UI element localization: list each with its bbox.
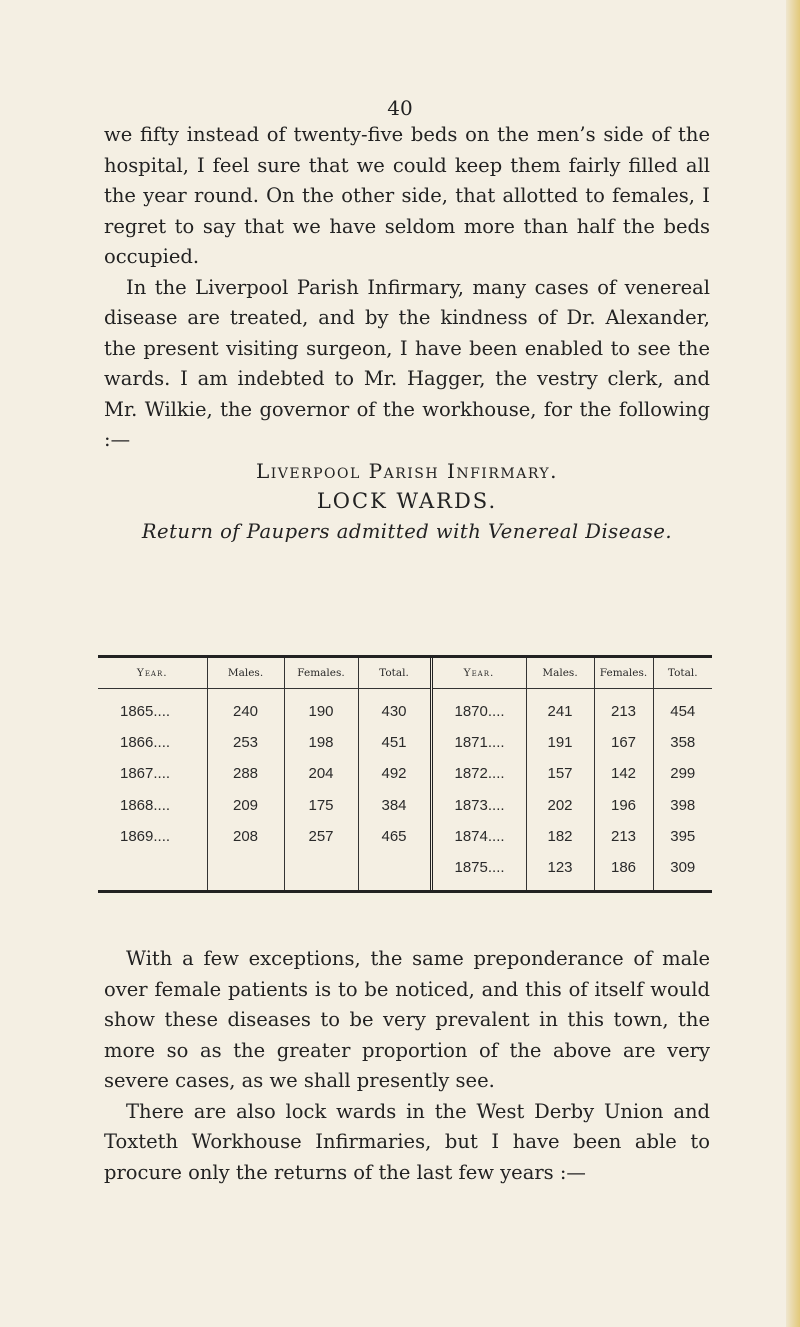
cell-females-2: 142 xyxy=(594,758,653,789)
heading-return: Return of Paupers admitted with Venereal Disease. xyxy=(141,519,673,543)
cell-year-2: 1871.... xyxy=(431,727,526,758)
col-header-males-2: Males. xyxy=(526,658,594,689)
cell-females-2: 167 xyxy=(594,727,653,758)
cell-year: 1869.... xyxy=(120,827,171,845)
cell-females-2: 186 xyxy=(594,852,653,890)
cell-females: 257 xyxy=(284,821,358,852)
col-header-year: Year. xyxy=(98,658,207,689)
cell-total: 451 xyxy=(358,727,431,758)
table-row xyxy=(98,852,712,890)
heading-institution: Liverpool Parish Infirmary. xyxy=(255,458,559,483)
col-header-females: Females. xyxy=(284,658,358,689)
cell-year-2: 1873.... xyxy=(431,790,526,821)
table-row xyxy=(98,790,712,821)
cell-total: 384 xyxy=(358,790,431,821)
col-header-females-2: Females. xyxy=(594,658,653,689)
table-header-row xyxy=(98,658,712,689)
table-row xyxy=(98,821,712,852)
table-row xyxy=(98,689,712,728)
cell-year: 1868.... xyxy=(120,796,171,814)
cell-males: 209 xyxy=(207,790,284,821)
cell-females: 198 xyxy=(284,727,358,758)
cell-males-2: 202 xyxy=(526,790,594,821)
cell-year-2: 1872.... xyxy=(431,758,526,789)
cell-females-2: 213 xyxy=(594,821,653,852)
col-header-year-2: Year. xyxy=(431,658,526,689)
cell-males-2: 182 xyxy=(526,821,594,852)
cell-males-2: 191 xyxy=(526,727,594,758)
col-header-males: Males. xyxy=(207,658,284,689)
paragraph-3: With a few exceptions, the same preponderance of male over female patients is to be noticed, and this of itself would show these diseases to be very prevalent in this town, the more so as the greater proportion of the above are very severe cases, as we shall presently see. xyxy=(104,947,710,1092)
cell-year-2: 1875.... xyxy=(431,852,526,890)
cell-year: 1865.... xyxy=(120,702,171,720)
cell-males: 240 xyxy=(207,689,284,728)
cell-females xyxy=(284,852,358,890)
cell-females-2: 196 xyxy=(594,790,653,821)
cell-males: 253 xyxy=(207,727,284,758)
table-row xyxy=(98,727,712,758)
paragraph-1: we fifty instead of twenty-five beds on the men’s side of the hospital, I feel sure that we could keep them fairly filled all the year round. On the other side, that allotted to females, I regret to say that we have seldom more than half the beds occupied. xyxy=(104,123,710,268)
cell-males: 288 xyxy=(207,758,284,789)
col-header-total-2: Total. xyxy=(653,658,712,689)
cell-year: 1867.... xyxy=(120,765,171,783)
cell-year-2: 1874.... xyxy=(431,821,526,852)
cell-females: 204 xyxy=(284,758,358,789)
cell-total-2: 395 xyxy=(653,821,712,852)
cell-total-2: 398 xyxy=(653,790,712,821)
cell-total-2: 309 xyxy=(653,852,712,890)
cell-total: 492 xyxy=(358,758,431,789)
cell-total: 430 xyxy=(358,689,431,728)
table-row xyxy=(98,758,712,789)
cell-total: 465 xyxy=(358,821,431,852)
cell-males-2: 241 xyxy=(526,689,594,728)
cell-males xyxy=(207,852,284,890)
page-number: 40 xyxy=(387,96,413,120)
cell-males-2: 123 xyxy=(526,852,594,890)
lower-text-block xyxy=(104,944,710,1188)
col-header-total: Total. xyxy=(358,658,431,689)
cell-total xyxy=(358,852,431,890)
cell-year: 1866.... xyxy=(120,734,171,752)
upper-text-block xyxy=(104,120,710,547)
cell-females: 175 xyxy=(284,790,358,821)
page-edge xyxy=(786,0,800,1327)
cell-females-2: 213 xyxy=(594,689,653,728)
paragraph-4: There are also lock wards in the West Derby Union and Toxteth Workhouse Infirmaries, but I have been able to procure only the returns of the last few years :— xyxy=(104,1099,710,1184)
cell-year xyxy=(98,852,207,890)
cell-males: 208 xyxy=(207,821,284,852)
heading-lock-wards: LOCK WARDS. xyxy=(316,489,498,513)
cell-total-2: 358 xyxy=(653,727,712,758)
cell-females: 190 xyxy=(284,689,358,728)
lock-wards-table xyxy=(98,655,712,893)
cell-males-2: 157 xyxy=(526,758,594,789)
cell-total-2: 454 xyxy=(653,689,712,728)
cell-total-2: 299 xyxy=(653,758,712,789)
cell-year-2: 1870.... xyxy=(431,689,526,728)
paragraph-2: In the Liverpool Parish Infirmary, many cases of venereal disease are treated, and by the kindness of Dr. Alexander, the present visiting surgeon, I have been enabled to see the wards. I am indebted to Mr. Hagger, the vestry clerk, and Mr. Wilkie, the governor of the workhouse, for the following :— xyxy=(104,275,710,451)
